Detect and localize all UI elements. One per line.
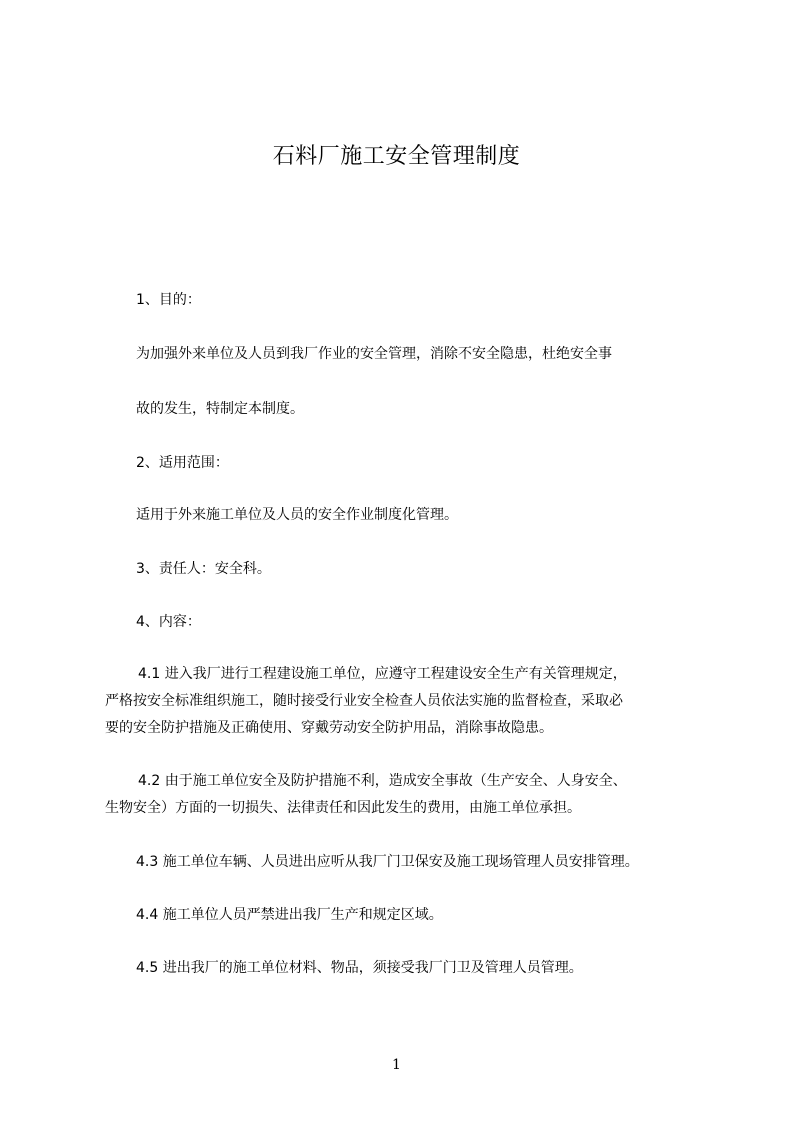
item-4-3: 4.3 施工单位车辆、人员进出应听从我厂门卫保安及施工现场管理人员安排管理。: [136, 854, 639, 870]
section-2-heading: 2、适用范围：: [136, 455, 229, 471]
purpose-text-line-1: 为加强外来单位及人员到我厂作业的安全管理，消除不安全隐患，杜绝安全事: [136, 346, 612, 362]
item-4-1-line-2: 严格按安全标准组织施工，随时接受行业安全检查人员依法实施的监督检查，采取必: [105, 693, 623, 709]
purpose-text-line-2: 故的发生，特制定本制度。: [136, 401, 304, 417]
section-3-heading: 3、责任人：安全科。: [136, 561, 271, 577]
item-4-1-line-1: 4.1 进入我厂进行工程建设施工单位，应遵守工程建设安全生产有关管理规定，: [138, 666, 627, 682]
item-4-1-line-3: 要的安全防护措施及正确使用、穿戴劳动安全防护用品，消除事故隐患。: [105, 720, 553, 736]
item-4-2-line-2: 生物安全）方面的一切损失、法律责任和因此发生的费用，由施工单位承担。: [105, 800, 581, 816]
page-number: 1: [392, 1057, 401, 1073]
item-4-5: 4.5 进出我厂的施工单位材料、物品，须接受我厂门卫及管理人员管理。: [136, 960, 583, 976]
section-4-heading: 4、内容：: [136, 614, 201, 630]
section-1-heading: 1、目的：: [136, 292, 201, 308]
item-4-4: 4.4 施工单位人员严禁进出我厂生产和规定区域。: [136, 907, 443, 923]
document-title: 石料厂施工安全管理制度: [272, 144, 521, 169]
item-4-2-line-1: 4.2 由于施工单位安全及防护措施不利，造成安全事故（生产安全、人身安全、: [138, 773, 627, 789]
scope-text: 适用于外来施工单位及人员的安全作业制度化管理。: [136, 507, 458, 523]
